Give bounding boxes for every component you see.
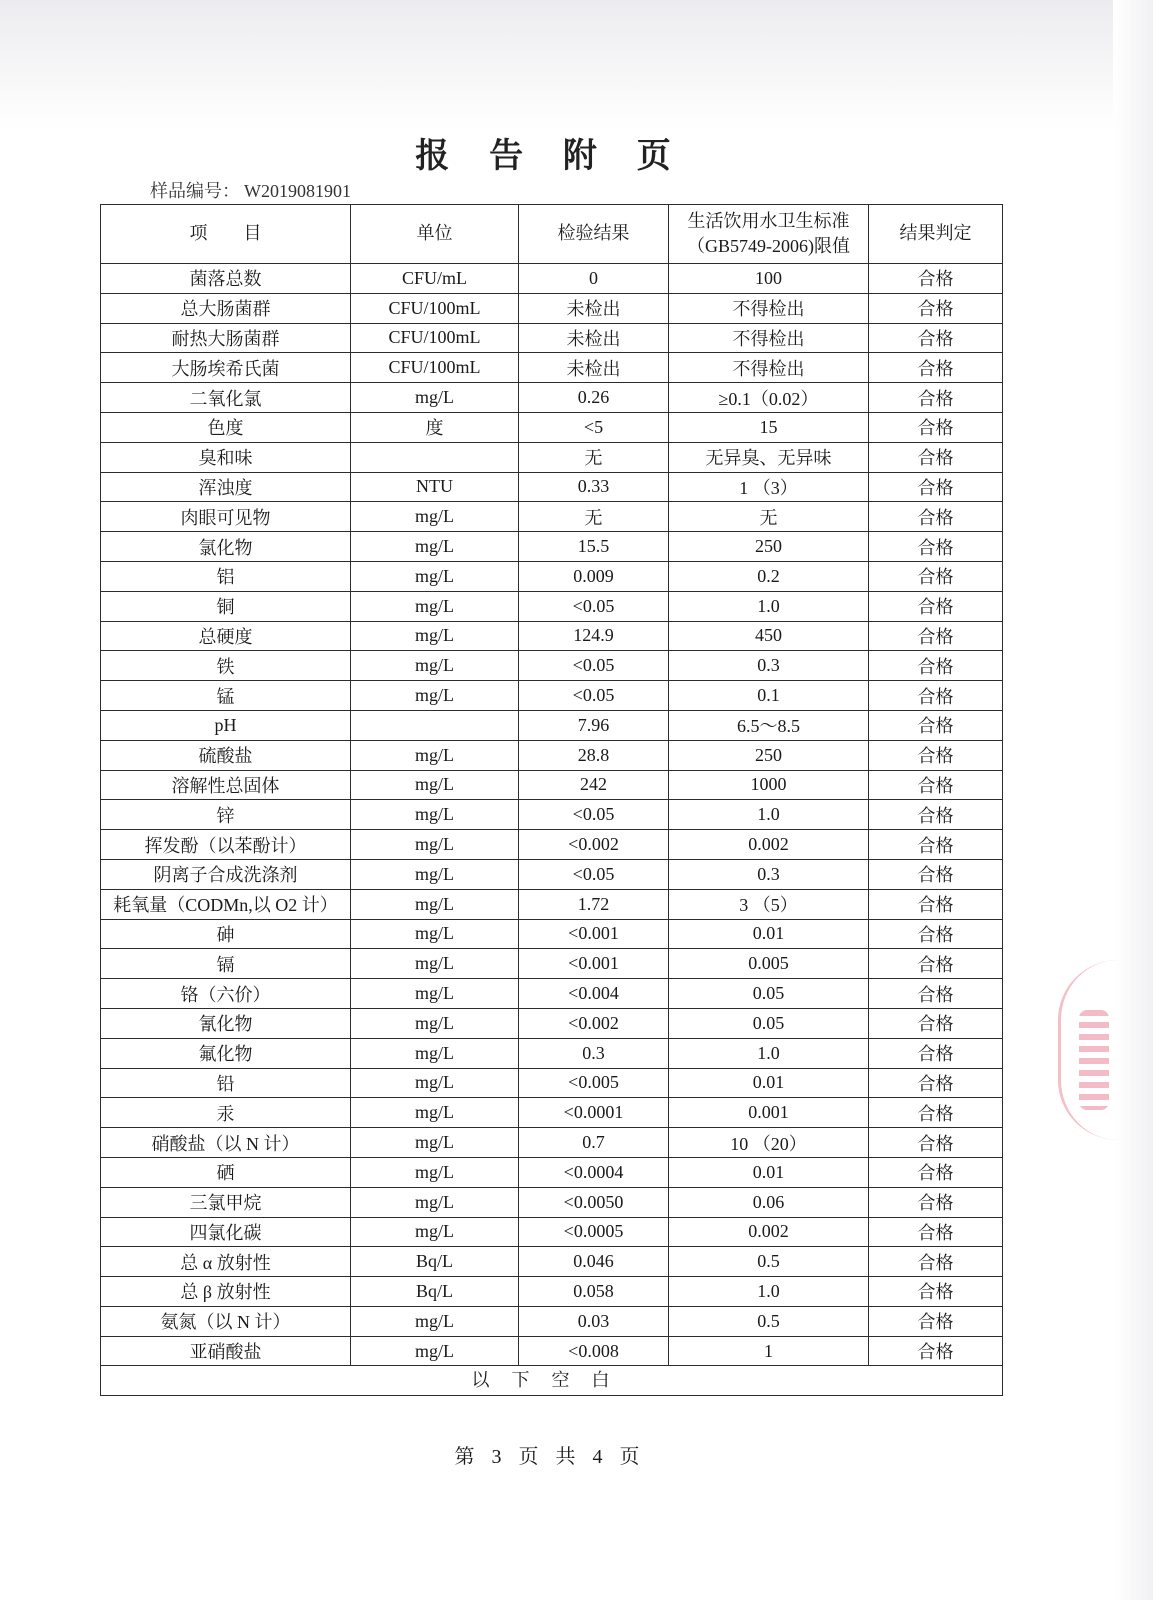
cell-item: 硝酸盐（以 N 计） [101, 1128, 351, 1158]
cell-result: 28.8 [519, 740, 669, 770]
cell-judge: 合格 [869, 1306, 1003, 1336]
cell-judge: 合格 [869, 591, 1003, 621]
cell-result: <0.0001 [519, 1098, 669, 1128]
cell-unit: mg/L [351, 800, 519, 830]
table-row [101, 621, 1003, 651]
cell-result: 0.03 [519, 1306, 669, 1336]
table-row [101, 502, 1003, 532]
cell-judge: 合格 [869, 532, 1003, 562]
cell-result: <0.005 [519, 1068, 669, 1098]
table-row [101, 383, 1003, 413]
cell-judge: 合格 [869, 889, 1003, 919]
cell-limit: 1.0 [669, 1038, 869, 1068]
cell-result: 15.5 [519, 532, 669, 562]
cell-item: 氯化物 [101, 532, 351, 562]
cell-unit: mg/L [351, 889, 519, 919]
cell-limit: 0.05 [669, 1008, 869, 1038]
cell-item: 耐热大肠菌群 [101, 323, 351, 353]
cell-item: 菌落总数 [101, 264, 351, 294]
table-row [101, 1336, 1003, 1366]
cell-limit: 100 [669, 264, 869, 294]
cell-judge: 合格 [869, 412, 1003, 442]
table-row [101, 353, 1003, 383]
cell-unit: CFU/100mL [351, 293, 519, 323]
cell-judge: 合格 [869, 830, 1003, 860]
cell-limit: 0.005 [669, 949, 869, 979]
table-row [101, 293, 1003, 323]
cell-limit: 1000 [669, 770, 869, 800]
cell-item: 氟化物 [101, 1038, 351, 1068]
table-row [101, 1038, 1003, 1068]
cell-unit: mg/L [351, 532, 519, 562]
cell-result: <0.05 [519, 591, 669, 621]
table-row [101, 472, 1003, 502]
cell-result: <0.0004 [519, 1157, 669, 1187]
table-row [101, 1128, 1003, 1158]
cell-limit: 0.06 [669, 1187, 869, 1217]
table-header-row [101, 205, 1003, 264]
cell-limit: 1 [669, 1336, 869, 1366]
cell-result: 0.058 [519, 1277, 669, 1307]
cell-unit: mg/L [351, 1098, 519, 1128]
cell-item: 硫酸盐 [101, 740, 351, 770]
cell-item: 铜 [101, 591, 351, 621]
cell-unit: mg/L [351, 1217, 519, 1247]
cell-unit: CFU/100mL [351, 323, 519, 353]
cell-unit: mg/L [351, 1157, 519, 1187]
column-header-judge: 结果判定 [869, 205, 1003, 264]
cell-limit: 不得检出 [669, 323, 869, 353]
cell-item: 臭和味 [101, 442, 351, 472]
cell-item: 四氯化碳 [101, 1217, 351, 1247]
table-row [101, 1157, 1003, 1187]
cell-result: <0.05 [519, 681, 669, 711]
cell-limit: 不得检出 [669, 353, 869, 383]
cell-limit: 0.01 [669, 1068, 869, 1098]
cell-unit: mg/L [351, 1336, 519, 1366]
cell-limit: 无 [669, 502, 869, 532]
cell-item: 铬（六价） [101, 979, 351, 1009]
cell-unit: mg/L [351, 1306, 519, 1336]
cell-result: <0.0050 [519, 1187, 669, 1217]
cell-limit: 0.5 [669, 1306, 869, 1336]
table-row [101, 859, 1003, 889]
cell-judge: 合格 [869, 1008, 1003, 1038]
cell-unit: mg/L [351, 1008, 519, 1038]
cell-limit: 1.0 [669, 800, 869, 830]
cell-result: 未检出 [519, 353, 669, 383]
table-row [101, 919, 1003, 949]
cell-result: 0.046 [519, 1247, 669, 1277]
cell-judge: 合格 [869, 293, 1003, 323]
cell-item: 汞 [101, 1098, 351, 1128]
cell-unit: Bq/L [351, 1247, 519, 1277]
cell-result: <5 [519, 412, 669, 442]
cell-limit: 10 （20） [669, 1128, 869, 1158]
page-top-shadow [0, 0, 1153, 130]
cell-result: 0.26 [519, 383, 669, 413]
cell-unit: CFU/100mL [351, 353, 519, 383]
cell-limit: 无异臭、无异味 [669, 442, 869, 472]
table-row [101, 1217, 1003, 1247]
table-row [101, 800, 1003, 830]
cell-unit: mg/L [351, 979, 519, 1009]
table-row [101, 1068, 1003, 1098]
cell-unit: NTU [351, 472, 519, 502]
cell-item: 砷 [101, 919, 351, 949]
cell-item: 铁 [101, 651, 351, 681]
cell-judge: 合格 [869, 1247, 1003, 1277]
table-row [101, 740, 1003, 770]
table-row [101, 561, 1003, 591]
blank-row [101, 1366, 1003, 1396]
cell-limit: 15 [669, 412, 869, 442]
cell-unit: mg/L [351, 591, 519, 621]
cell-judge: 合格 [869, 323, 1003, 353]
table-row [101, 591, 1003, 621]
cell-item: 镉 [101, 949, 351, 979]
cell-unit: mg/L [351, 830, 519, 860]
report-table [100, 204, 1003, 1396]
cell-item: 总 α 放射性 [101, 1247, 351, 1277]
cell-judge: 合格 [869, 1038, 1003, 1068]
cell-limit: 0.002 [669, 1217, 869, 1247]
cell-limit: 0.1 [669, 681, 869, 711]
cell-result: 1.72 [519, 889, 669, 919]
cell-item: 氨氮（以 N 计） [101, 1306, 351, 1336]
cell-unit: CFU/mL [351, 264, 519, 294]
sample-number [150, 177, 355, 203]
cell-result: 0.33 [519, 472, 669, 502]
column-header-item: 项 目 [101, 205, 351, 264]
table-row [101, 710, 1003, 740]
cell-limit: 0.3 [669, 859, 869, 889]
cell-judge: 合格 [869, 710, 1003, 740]
column-header-unit: 单位 [351, 205, 519, 264]
cell-result: 0.3 [519, 1038, 669, 1068]
cell-judge: 合格 [869, 1157, 1003, 1187]
cell-result: <0.05 [519, 800, 669, 830]
cell-item: 铝 [101, 561, 351, 591]
cell-item: 耗氧量（CODMn,以 O2 计） [101, 889, 351, 919]
cell-unit [351, 710, 519, 740]
cell-item: 氰化物 [101, 1008, 351, 1038]
cell-item: 三氯甲烷 [101, 1187, 351, 1217]
cell-judge: 合格 [869, 1277, 1003, 1307]
cell-judge: 合格 [869, 561, 1003, 591]
cell-judge: 合格 [869, 681, 1003, 711]
table-row [101, 651, 1003, 681]
cell-unit: Bq/L [351, 1277, 519, 1307]
cell-limit: 0.05 [669, 979, 869, 1009]
cell-item: pH [101, 710, 351, 740]
cell-judge: 合格 [869, 651, 1003, 681]
cell-unit: mg/L [351, 1128, 519, 1158]
cell-unit: mg/L [351, 949, 519, 979]
cell-judge: 合格 [869, 264, 1003, 294]
cell-limit: 6.5～8.5 [669, 710, 869, 740]
table-row [101, 442, 1003, 472]
table-row [101, 949, 1003, 979]
table-row [101, 770, 1003, 800]
cell-judge: 合格 [869, 770, 1003, 800]
page-right-edge [1113, 0, 1153, 1600]
cell-unit: mg/L [351, 740, 519, 770]
table-row [101, 1187, 1003, 1217]
cell-result: 242 [519, 770, 669, 800]
column-header-result: 检验结果 [519, 205, 669, 264]
cell-judge: 合格 [869, 621, 1003, 651]
cell-judge: 合格 [869, 800, 1003, 830]
cell-item: 挥发酚（以苯酚计） [101, 830, 351, 860]
table-row [101, 532, 1003, 562]
cell-judge: 合格 [869, 859, 1003, 889]
cell-unit [351, 442, 519, 472]
cell-item: 肉眼可见物 [101, 502, 351, 532]
cell-limit: 不得检出 [669, 293, 869, 323]
cell-item: 阴离子合成洗涤剂 [101, 859, 351, 889]
cell-item: 硒 [101, 1157, 351, 1187]
table-row [101, 830, 1003, 860]
cell-item: 锌 [101, 800, 351, 830]
cell-judge: 合格 [869, 1187, 1003, 1217]
cell-judge: 合格 [869, 383, 1003, 413]
cell-judge: 合格 [869, 1068, 1003, 1098]
cell-result: 0 [519, 264, 669, 294]
cell-limit: 1.0 [669, 1277, 869, 1307]
cell-item: 锰 [101, 681, 351, 711]
cell-judge: 合格 [869, 949, 1003, 979]
cell-judge: 合格 [869, 442, 1003, 472]
cell-unit: 度 [351, 412, 519, 442]
cell-unit: mg/L [351, 1187, 519, 1217]
cell-limit: 0.002 [669, 830, 869, 860]
cell-result: 未检出 [519, 293, 669, 323]
cell-result: 7.96 [519, 710, 669, 740]
cell-unit: mg/L [351, 502, 519, 532]
table-row [101, 1277, 1003, 1307]
cell-unit: mg/L [351, 561, 519, 591]
cell-limit: ≥0.1（0.02） [669, 383, 869, 413]
column-header-limit: 生活饮用水卫生标准（GB5749-2006)限值 [669, 205, 869, 264]
cell-limit: 0.001 [669, 1098, 869, 1128]
cell-unit: mg/L [351, 770, 519, 800]
cell-judge: 合格 [869, 353, 1003, 383]
table-row [101, 264, 1003, 294]
cell-item: 总 β 放射性 [101, 1277, 351, 1307]
cell-judge: 合格 [869, 1128, 1003, 1158]
cell-item: 总硬度 [101, 621, 351, 651]
table-row [101, 1247, 1003, 1277]
table-row [101, 1306, 1003, 1336]
cell-result: <0.004 [519, 979, 669, 1009]
cell-item: 亚硝酸盐 [101, 1336, 351, 1366]
cell-result: 124.9 [519, 621, 669, 651]
cell-unit: mg/L [351, 919, 519, 949]
cell-judge: 合格 [869, 1336, 1003, 1366]
cell-result: <0.05 [519, 859, 669, 889]
cell-result: 0.009 [519, 561, 669, 591]
cell-limit: 0.5 [669, 1247, 869, 1277]
table-row [101, 979, 1003, 1009]
cell-judge: 合格 [869, 979, 1003, 1009]
cell-limit: 0.2 [669, 561, 869, 591]
cell-unit: mg/L [351, 621, 519, 651]
cell-result: <0.008 [519, 1336, 669, 1366]
cell-result: <0.002 [519, 1008, 669, 1038]
cell-limit: 0.3 [669, 651, 869, 681]
table-row [101, 681, 1003, 711]
sample-number-label: 样品编号： [150, 181, 240, 201]
sample-number-value: W2019081901 [244, 181, 351, 201]
cell-unit: mg/L [351, 383, 519, 413]
cell-result: 未检出 [519, 323, 669, 353]
table-row [101, 889, 1003, 919]
cell-item: 色度 [101, 412, 351, 442]
cell-limit: 3 （5） [669, 889, 869, 919]
cell-result: <0.001 [519, 949, 669, 979]
table-row [101, 323, 1003, 353]
cell-item: 总大肠菌群 [101, 293, 351, 323]
cell-limit: 450 [669, 621, 869, 651]
cell-judge: 合格 [869, 1098, 1003, 1128]
cell-limit: 1 （3） [669, 472, 869, 502]
cell-result: <0.002 [519, 830, 669, 860]
seal-stamp-mark [1079, 1010, 1109, 1110]
cell-result: <0.001 [519, 919, 669, 949]
cell-item: 二氧化氯 [101, 383, 351, 413]
cell-judge: 合格 [869, 502, 1003, 532]
cell-item: 溶解性总固体 [101, 770, 351, 800]
cell-item: 大肠埃希氏菌 [101, 353, 351, 383]
cell-unit: mg/L [351, 651, 519, 681]
table-row [101, 412, 1003, 442]
cell-limit: 0.01 [669, 1157, 869, 1187]
cell-result: <0.0005 [519, 1217, 669, 1247]
table-row [101, 1008, 1003, 1038]
page-number: 第 3 页 共 4 页 [454, 1446, 646, 1468]
cell-result: 无 [519, 442, 669, 472]
cell-judge: 合格 [869, 1217, 1003, 1247]
cell-limit: 250 [669, 532, 869, 562]
cell-result: <0.05 [519, 651, 669, 681]
page-title: 报 告 附 页 [415, 136, 685, 176]
blank-note: 以下空白 [101, 1366, 1003, 1396]
cell-limit: 1.0 [669, 591, 869, 621]
cell-result: 无 [519, 502, 669, 532]
cell-judge: 合格 [869, 740, 1003, 770]
cell-judge: 合格 [869, 472, 1003, 502]
cell-unit: mg/L [351, 1068, 519, 1098]
cell-unit: mg/L [351, 859, 519, 889]
table-body [101, 264, 1003, 1366]
cell-limit: 250 [669, 740, 869, 770]
table-row [101, 1098, 1003, 1128]
cell-judge: 合格 [869, 919, 1003, 949]
cell-unit: mg/L [351, 1038, 519, 1068]
cell-limit: 0.01 [669, 919, 869, 949]
cell-unit: mg/L [351, 681, 519, 711]
cell-item: 铅 [101, 1068, 351, 1098]
cell-result: 0.7 [519, 1128, 669, 1158]
cell-item: 浑浊度 [101, 472, 351, 502]
